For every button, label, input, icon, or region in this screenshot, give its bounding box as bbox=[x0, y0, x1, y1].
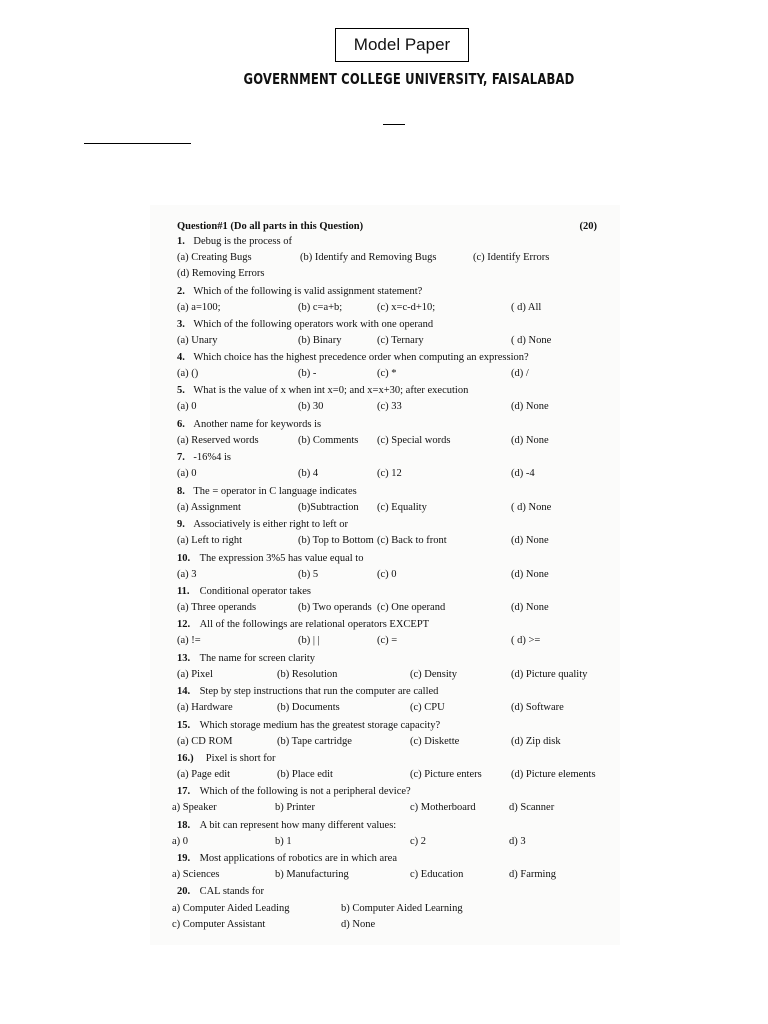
options-row bbox=[0, 368, 768, 382]
option: (c) 0 bbox=[377, 569, 397, 580]
option: (c) One operand bbox=[377, 602, 446, 613]
options-row bbox=[0, 502, 768, 516]
option: (a) Pixel bbox=[177, 669, 213, 680]
question-text: Associatively is either right to left or bbox=[193, 519, 348, 530]
question-text: CAL stands for bbox=[199, 886, 264, 897]
option: b) Printer bbox=[275, 802, 315, 813]
option: (d) / bbox=[511, 368, 529, 379]
question-text: Conditional operator takes bbox=[199, 586, 311, 597]
option: (a) Reserved words bbox=[177, 435, 259, 446]
option: (b) c=a+b; bbox=[298, 302, 343, 313]
option: (d) -4 bbox=[511, 468, 535, 479]
options-row bbox=[0, 602, 768, 616]
option: ( d) All bbox=[511, 302, 542, 313]
option: (d) Software bbox=[511, 702, 564, 713]
question-number: 14. bbox=[177, 686, 191, 697]
option: b) Computer Aided Learning bbox=[341, 903, 463, 914]
option: (b) Resolution bbox=[277, 669, 338, 680]
options-row bbox=[0, 769, 768, 783]
option: (b) Place edit bbox=[277, 769, 333, 780]
option: (d) None bbox=[511, 602, 549, 613]
question-number: 11. bbox=[177, 586, 190, 597]
question-number: 3. bbox=[177, 319, 185, 330]
option: c) Motherboard bbox=[410, 802, 476, 813]
question-number: 19. bbox=[177, 853, 191, 864]
option: (b) Top to Bottom bbox=[298, 535, 374, 546]
question-number: 12. bbox=[177, 619, 191, 630]
option: (d) None bbox=[511, 535, 549, 546]
page-title: Model Paper bbox=[335, 28, 469, 62]
question-text: Which of the following is not a peripheral device? bbox=[199, 786, 411, 797]
option: (d) Picture elements bbox=[511, 769, 596, 780]
question-text: The name for screen clarity bbox=[199, 653, 316, 664]
question-text: The expression 3%5 has value equal to bbox=[199, 553, 364, 564]
question-row bbox=[0, 820, 768, 834]
question-row bbox=[0, 553, 768, 567]
option: (b) Binary bbox=[298, 335, 342, 346]
option: a) Speaker bbox=[172, 802, 217, 813]
question-text: What is the value of x when int x=0; and x=x+30; after execution bbox=[193, 385, 469, 396]
option: (a) Unary bbox=[177, 335, 218, 346]
option: (a) 0 bbox=[177, 468, 197, 479]
option: ( d) >= bbox=[511, 635, 541, 646]
question-text: Pixel is short for bbox=[205, 753, 276, 764]
question-text: -16%4 is bbox=[193, 452, 232, 463]
options-row bbox=[0, 468, 768, 482]
section-header bbox=[177, 221, 597, 232]
question-number: 18. bbox=[177, 820, 191, 831]
option: (b)Subtraction bbox=[298, 502, 359, 513]
option: (b) Tape cartridge bbox=[277, 736, 352, 747]
options-row bbox=[0, 802, 768, 816]
question-number: 20. bbox=[177, 886, 191, 897]
question-number: 7. bbox=[177, 452, 185, 463]
option: (b) | | bbox=[298, 635, 320, 646]
options-row bbox=[0, 401, 768, 415]
option: (b) Comments bbox=[298, 435, 359, 446]
option: (b) 30 bbox=[298, 401, 324, 412]
options-row bbox=[0, 836, 768, 850]
option: (d) None bbox=[511, 435, 549, 446]
question-row bbox=[0, 519, 768, 533]
option: (a) != bbox=[177, 635, 201, 646]
question-text: Which of the following is valid assignment statement? bbox=[193, 286, 423, 297]
option: (c) 12 bbox=[377, 468, 402, 479]
long-rule bbox=[84, 143, 191, 144]
option: c) 2 bbox=[410, 836, 427, 847]
question-row bbox=[0, 385, 768, 399]
option: (a) Hardware bbox=[177, 702, 233, 713]
option: (a) () bbox=[177, 368, 199, 379]
option: (c) Diskette bbox=[410, 736, 460, 747]
question-row bbox=[0, 352, 768, 366]
option: b) Manufacturing bbox=[275, 869, 349, 880]
question-number: 10. bbox=[177, 553, 191, 564]
options-row bbox=[0, 736, 768, 750]
question-row bbox=[0, 619, 768, 633]
options-row bbox=[0, 635, 768, 649]
option: (d) Zip disk bbox=[511, 736, 561, 747]
options-row bbox=[0, 569, 768, 583]
option: (a) Page edit bbox=[177, 769, 231, 780]
options-row bbox=[0, 919, 768, 933]
university-name: GOVERNMENT COLLEGE UNIVERSITY, FAISALABAD bbox=[243, 70, 575, 88]
option: (c) Back to front bbox=[377, 535, 447, 546]
question-row bbox=[0, 236, 768, 250]
options-row bbox=[0, 869, 768, 883]
short-rule bbox=[383, 124, 405, 125]
option: c) Education bbox=[410, 869, 464, 880]
option: ( d) None bbox=[511, 502, 552, 513]
option: (c) Identify Errors bbox=[473, 252, 550, 263]
question-text: Most applications of robotics are in which area bbox=[199, 853, 397, 864]
question-row bbox=[0, 686, 768, 700]
option: (a) 0 bbox=[177, 401, 197, 412]
option: (c) * bbox=[377, 368, 397, 379]
option: (c) Picture enters bbox=[410, 769, 482, 780]
question-text: Another name for keywords is bbox=[193, 419, 322, 430]
options-row bbox=[0, 252, 768, 266]
option: (c) CPU bbox=[410, 702, 445, 713]
question-text: Step by step instructions that run the computer are called bbox=[199, 686, 439, 697]
option: (d) Picture quality bbox=[511, 669, 588, 680]
question-number: 17. bbox=[177, 786, 191, 797]
option: (c) x=c-d+10; bbox=[377, 302, 436, 313]
option: a) Computer Aided Leading bbox=[172, 903, 290, 914]
options-row bbox=[0, 302, 768, 316]
option: c) Computer Assistant bbox=[172, 919, 266, 930]
question-text: The = operator in C language indicates bbox=[193, 486, 357, 497]
options-row bbox=[0, 702, 768, 716]
options-row bbox=[0, 903, 768, 917]
question-number: 8. bbox=[177, 486, 185, 497]
question-number: 4. bbox=[177, 352, 185, 363]
option: (b) Two operands bbox=[298, 602, 372, 613]
option: (a) Creating Bugs bbox=[177, 252, 252, 263]
question-row bbox=[0, 286, 768, 300]
option: (c) 33 bbox=[377, 401, 402, 412]
option: (c) Density bbox=[410, 669, 457, 680]
question-text: Which of the following operators work with one operand bbox=[193, 319, 434, 330]
question-row bbox=[0, 753, 768, 767]
question-row bbox=[0, 486, 768, 500]
option: (b) 4 bbox=[298, 468, 319, 479]
option: ( d) None bbox=[511, 335, 552, 346]
question-number: 13. bbox=[177, 653, 191, 664]
question-row bbox=[0, 720, 768, 734]
option: (b) Documents bbox=[277, 702, 340, 713]
question-number: 6. bbox=[177, 419, 185, 430]
question-number: 2. bbox=[177, 286, 185, 297]
option: (d) None bbox=[511, 401, 549, 412]
question-row bbox=[0, 586, 768, 600]
option: (b) 5 bbox=[298, 569, 319, 580]
section-marks: (20) bbox=[579, 221, 597, 232]
question-text: A bit can represent how many different values: bbox=[199, 820, 397, 831]
question-number: 1. bbox=[177, 236, 185, 247]
options-row bbox=[0, 535, 768, 549]
option: d) Scanner bbox=[509, 802, 555, 813]
option: (b) Identify and Removing Bugs bbox=[300, 252, 437, 263]
option: (a) a=100; bbox=[177, 302, 221, 313]
option: (a) Left to right bbox=[177, 535, 243, 546]
question-text: Which storage medium has the greatest storage capacity? bbox=[199, 720, 441, 731]
question-row bbox=[0, 653, 768, 667]
question-number: 5. bbox=[177, 385, 185, 396]
option: d) None bbox=[341, 919, 376, 930]
option: (c) Special words bbox=[377, 435, 451, 446]
question-text: Which choice has the highest precedence order when computing an expression? bbox=[193, 352, 529, 363]
option: a) 0 bbox=[172, 836, 189, 847]
question-row bbox=[0, 786, 768, 800]
question-row bbox=[0, 319, 768, 333]
section-label: Question#1 (Do all parts in this Question) bbox=[177, 221, 364, 232]
option: (d) None bbox=[511, 569, 549, 580]
options-row bbox=[0, 268, 768, 282]
option: (c) Equality bbox=[377, 502, 427, 513]
option: a) Sciences bbox=[172, 869, 220, 880]
options-row bbox=[0, 335, 768, 349]
question-row bbox=[0, 419, 768, 433]
option: (a) 3 bbox=[177, 569, 197, 580]
question-number: 15. bbox=[177, 720, 191, 731]
option: (c) = bbox=[377, 635, 398, 646]
option: (a) CD ROM bbox=[177, 736, 233, 747]
question-text: Debug is the process of bbox=[193, 236, 292, 247]
option: d) Farming bbox=[509, 869, 556, 880]
option: (b) - bbox=[298, 368, 317, 379]
question-number: 16.) bbox=[177, 753, 194, 764]
question-row bbox=[0, 886, 768, 900]
option: (d) Removing Errors bbox=[177, 268, 265, 279]
question-number: 9. bbox=[177, 519, 185, 530]
option: (c) Ternary bbox=[377, 335, 424, 346]
option: (a) Assignment bbox=[177, 502, 241, 513]
question-text: All of the followings are relational operators EXCEPT bbox=[199, 619, 430, 630]
options-row bbox=[0, 669, 768, 683]
option: b) 1 bbox=[275, 836, 292, 847]
options-row bbox=[0, 435, 768, 449]
option: d) 3 bbox=[509, 836, 526, 847]
question-row bbox=[0, 452, 768, 466]
option: (a) Three operands bbox=[177, 602, 257, 613]
question-row bbox=[0, 853, 768, 867]
